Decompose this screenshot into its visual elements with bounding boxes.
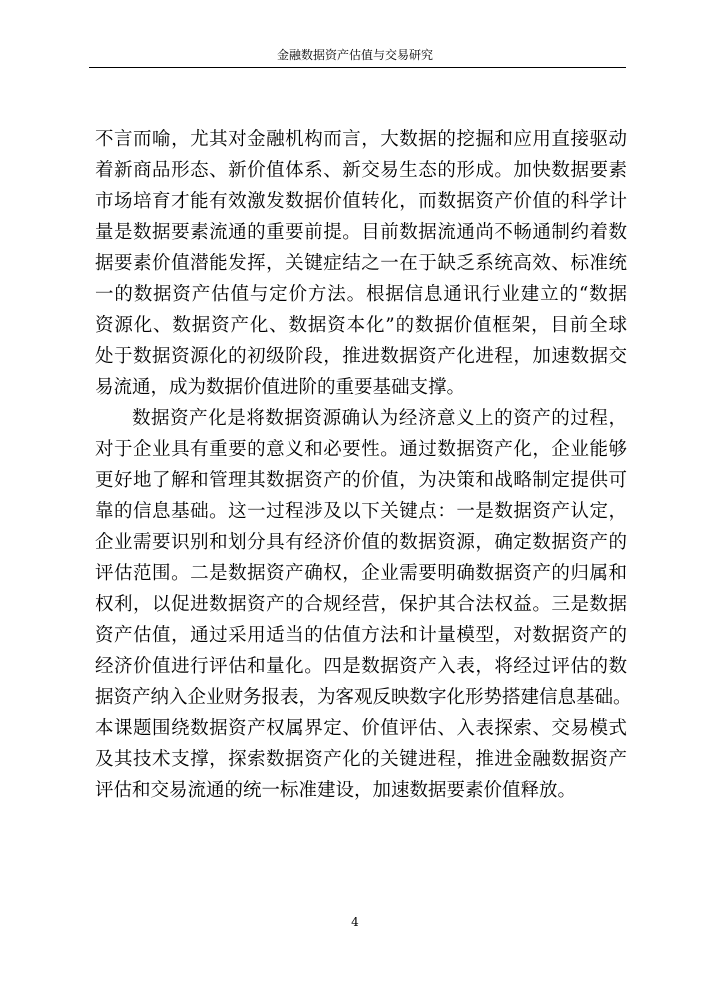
paragraph-line: 及其技术支撑，探索数据资产化的关键进程，推进金融数据资产 [95,749,627,770]
paragraph-line: 更好地了解和管理其数据资产的价值，为决策和战略制定提供可 [95,470,627,491]
paragraph-line: 据资产纳入企业财务报表，为客观反映数字化形势搭建信息基础。 [95,687,632,708]
paragraph-line: 不言而喻，尤其对金融机构而言，大数据的挖掘和应用直接驱动 [95,129,627,150]
header-rule [89,67,626,68]
paragraph-line: 着新商品形态、新价值体系、新交易生态的形成。加快数据要素 [95,160,627,181]
body-text [95,124,632,806]
paragraph-line: 企业需要识别和划分具有经济价值的数据资源，确定数据资产的 [95,532,627,553]
paragraph-line: 本课题围绕数据资产权属界定、价值评估、入表探索、交易模式 [95,718,627,739]
paragraph-line: 量是数据要素流通的重要前提。目前数据流通尚不畅通制约着数 [95,222,627,243]
paragraph-line: 一的数据资产估值与定价方法。根据信息通讯行业建立的“数据 [95,284,627,305]
paragraph-line: 易流通，成为数据价值进阶的重要基础支撑。 [95,377,466,398]
paragraph-line: 处于数据资源化的初级阶段，推进数据资产化进程，加速数据交 [95,346,627,367]
paragraph-line: 资源化、数据资产化、数据资本化”的数据价值框架，目前全球 [95,315,627,336]
paragraph-line: 对于企业具有重要的意义和必要性。通过数据资产化，企业能够 [95,439,627,460]
paragraph-line: 靠的信息基础。这一过程涉及以下关键点：一是数据资产认定， [95,501,627,522]
paragraph-line: 数据资产化是将数据资源确认为经济意义上的资产的过程， [132,408,627,429]
page-number: 4 [351,915,359,929]
paragraph-line: 权利，以促进数据资产的合规经营，保护其合法权益。三是数据 [95,594,627,615]
paragraph-line: 市场培育才能有效激发数据价值转化，而数据资产价值的科学计 [95,191,627,212]
paragraph-1 [95,124,627,403]
paragraph-line: 经济价值进行评估和量化。四是数据资产入表，将经过评估的数 [95,656,627,677]
paragraph-line: 评估和交易流通的统一标准建设，加速数据要素价值释放。 [95,780,577,801]
paragraph-line: 评估范围。二是数据资产确权，企业需要明确数据资产的归属和 [95,563,627,584]
paragraph-line: 资产估值，通过采用适当的估值方法和计量模型，对数据资产的 [95,625,627,646]
paragraph-line: 据要素价值潜能发挥，关键症结之一在于缺乏系统高效、标准统 [95,253,627,274]
running-header: 金融数据资产估值与交易研究 [276,48,433,62]
paragraph-2 [95,403,632,806]
